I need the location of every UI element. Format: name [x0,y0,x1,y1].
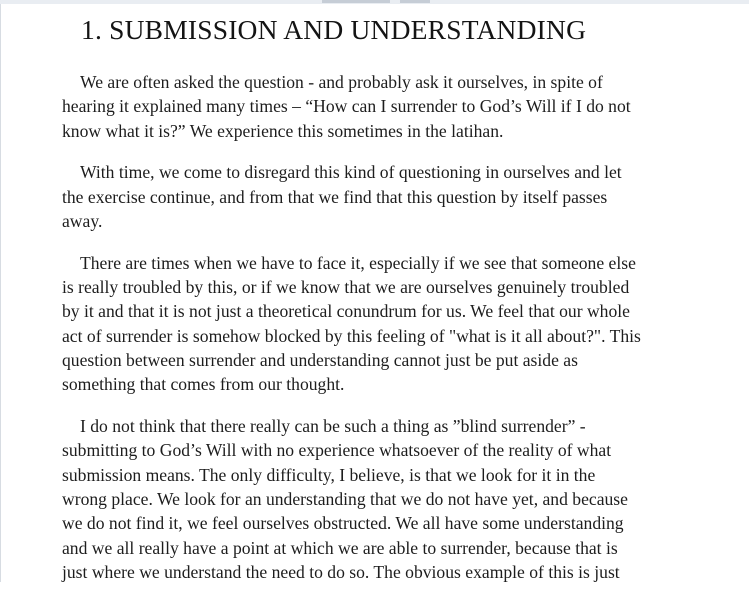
text-line: We are often asked the question - and probably ask it ourselves, in spite of [80,72,603,92]
text-line: With time, we come to disregard this kind of questioning in ourselves and let [80,162,622,183]
text-line: we do not find it, we feel ourselves obstructed. We all have some understanding [62,513,624,534]
document-body [62,70,696,602]
text-line: know what it is?” We experience this sometimes in the latihan. [62,120,504,141]
paragraph-1 [62,70,696,143]
text-line: hearing it explained many times – “How can I surrender to God’s Will if I do not [62,96,631,117]
text-line: by it and that it is not just a theoretical conundrum for us. We feel that our whole [62,301,630,322]
text-line: is really troubled by this, or if we know that we are ourselves genuinely troubled [62,277,630,298]
text-line: There are times when we have to face it, especially if we see that someone else [80,252,636,273]
chapter-heading: 1. SUBMISSION AND UNDERSTANDING [81,14,587,45]
text-line: question between surrender and understanding cannot just be put aside as [62,349,578,370]
scroll-indicator [322,0,390,3]
paragraph-4 [62,414,696,584]
paragraph-2 [62,160,696,233]
text-line: the exercise continue, and from that we find that this question by itself passes [62,186,608,207]
text-line: and we all really have a point at which we are able to surrender, because that is [62,537,618,558]
text-line: I do not think that there really can be such a thing as ”blind surrender” - [80,416,586,437]
text-line: act of surrender is somehow blocked by this feeling of "what is it all about?". This [62,325,641,346]
text-line: submitting to God’s Will with no experience whatsoever of the reality of what [62,440,612,461]
paragraph-3 [62,251,696,397]
text-line: wrong place. We look for an understanding that we do not have yet, and because [62,488,628,509]
text-line: submission means. The only difficulty, I believe, is that we look for it in the [62,464,596,485]
text-line: something that comes from our thought. [62,374,345,395]
text-line: just where we understand the need to do so. The obvious example of this is just [62,561,620,582]
document-page [1,4,749,582]
text-line: away. [62,210,103,231]
scroll-indicator-secondary [400,0,430,3]
